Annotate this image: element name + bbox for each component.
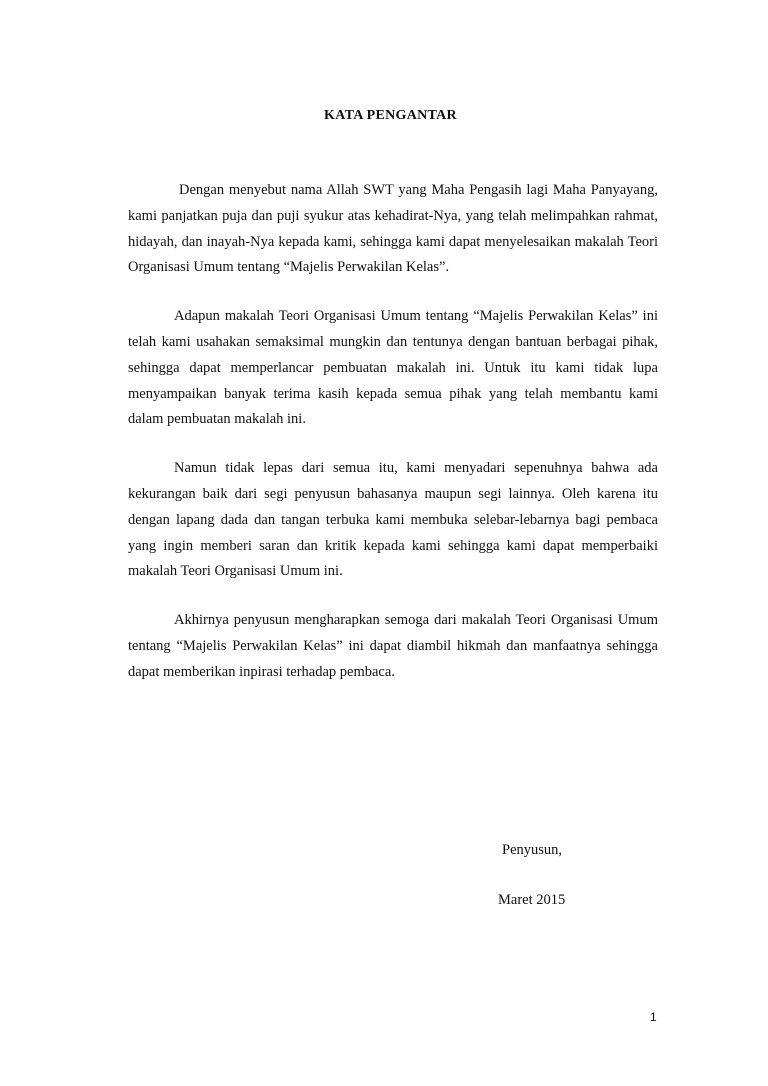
page-title: KATA PENGANTAR — [324, 108, 457, 123]
signature-date: Maret 2015 — [498, 892, 566, 908]
document-body — [128, 178, 658, 709]
paragraph: Akhirnya penyusun mengharapkan semoga dari makalah Teori Organisasi Umum tentang “Majelis Perwakilan Kelas” ini dapat diambil hikmah dan manfaatnya sehingga dapat memberikan inpirasi terhadap pembaca. — [128, 612, 658, 680]
paragraph: Namun tidak lepas dari semua itu, kami menyadari sepenuhnya bahwa ada kekurangan baik dari segi penyusun bahasanya maupun segi lainnya. Oleh karena itu dengan lapang dada dan tangan terbuka kami membuka selebar-lebarnya bagi pembaca yang ingin memberi saran dan kritik kepada kami sehingga kami dapat memperbaiki makalah Teori Organisasi Umum ini. — [128, 460, 658, 580]
paragraph: Dengan menyebut nama Allah SWT yang Maha Pengasih lagi Maha Panyayang, kami panjatkan puja dan puji syukur atas kehadirat-Nya, yang telah melimpahkan rahmat, hidayah, dan inayah-Nya kepada kami, sehingga kami dapat menyelesaikan makalah Teori Organisasi Umum tentang “Majelis Perwakilan Kelas”. — [128, 182, 658, 276]
paragraph: Adapun makalah Teori Organisasi Umum tentang “Majelis Perwakilan Kelas” ini telah kami usahakan semaksimal mungkin dan tentunya dengan bantuan berbagai pihak, sehingga dapat memperlancar pembuatan makalah ini. Untuk itu kami tidak lupa menyampaikan banyak terima kasih kepada semua pihak yang telah membantu kami dalam pembuatan makalah ini. — [128, 308, 658, 428]
page-number: 1 — [650, 1010, 657, 1024]
signature-author: Penyusun, — [502, 842, 563, 858]
